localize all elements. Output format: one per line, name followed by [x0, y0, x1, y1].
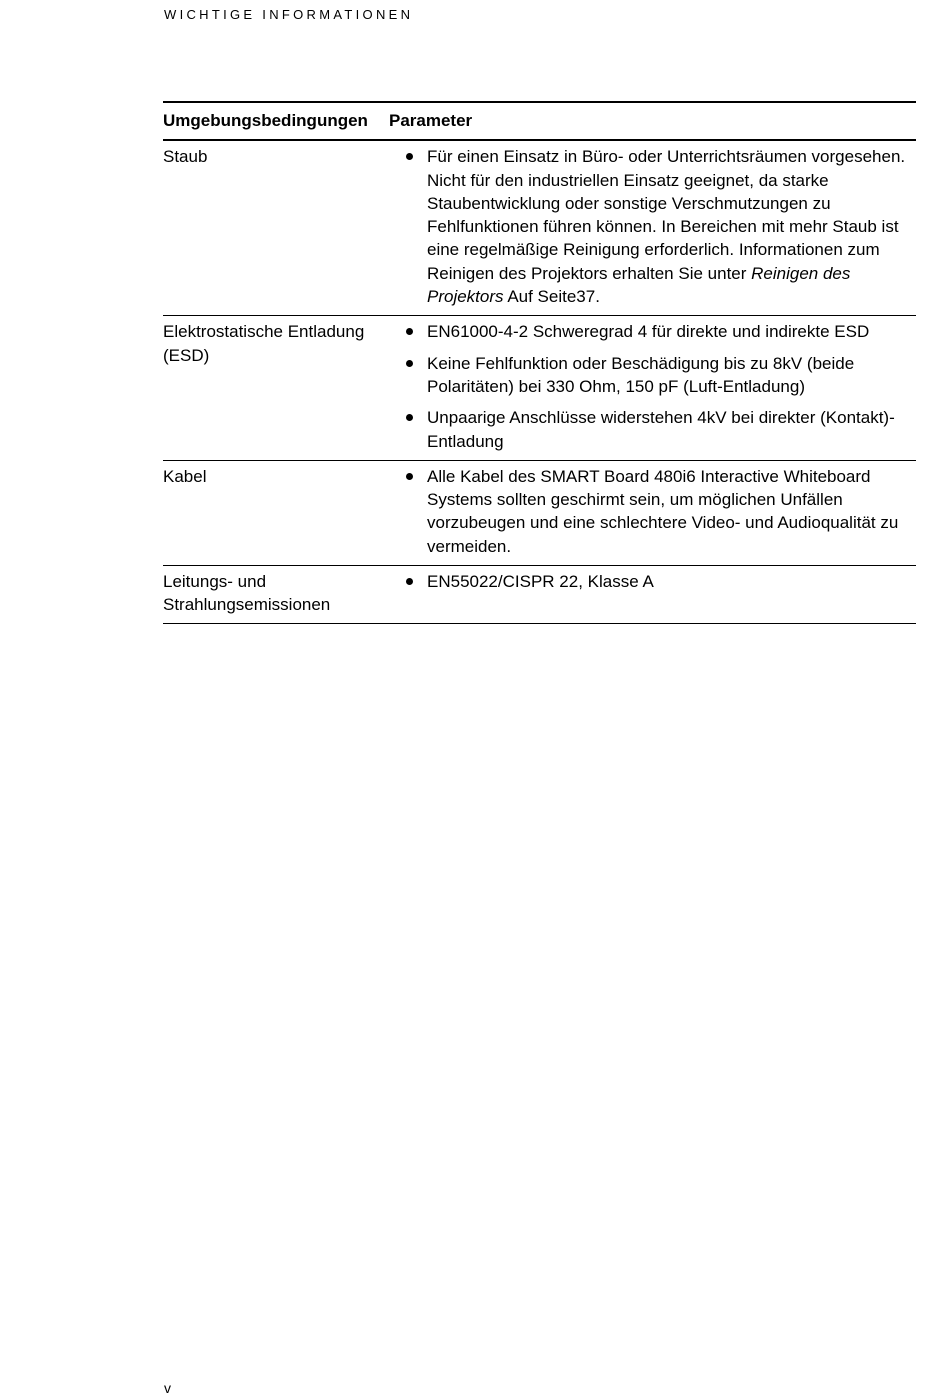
- parameter-text: Alle Kabel des SMART Board 480i6 Interactive Whiteboard Systems sollten geschirmt sein, um möglichen Unfällen vorzubeugen und eine schlechtere Video- und Audioqualität zu vermeiden.: [427, 466, 899, 556]
- parameter-cell: [389, 140, 916, 316]
- parameter-item: [389, 352, 916, 399]
- parameter-item: [389, 320, 916, 343]
- parameter-list: [389, 320, 916, 452]
- parameter-list: [389, 465, 916, 558]
- condition-cell: Elektrostatische Entladung (ESD): [163, 322, 365, 365]
- condition-cell: Staub: [163, 147, 208, 167]
- cross-reference-link[interactable]: Reinigen des Projektors: [427, 263, 851, 307]
- parameter-text: Für einen Einsatz in Büro- oder Unterrichtsräumen vorgesehen. Nicht für den industriellen Einsatz geeignet, da starke Staubentwicklung oder sonstige Verschmutzungen zu Fehlfunktionen führen können. In Bereichen mit mehr Staub ist eine regelmäßige Reinigung erforderlich. Informationen zum Reinigen des Projektors erhalten Sie unter: [427, 147, 906, 283]
- column-header-parameter: Parameter: [389, 111, 473, 130]
- parameter-cell: [389, 566, 916, 624]
- condition-cell: Kabel: [163, 466, 207, 486]
- parameter-cell: [389, 460, 916, 565]
- page-number: v: [164, 1380, 171, 1396]
- parameter-text: Unpaarige Anschlüsse widerstehen 4kV bei direkter (Kontakt)-Entladung: [427, 408, 895, 451]
- table-row: [163, 566, 916, 624]
- parameter-item: [389, 406, 916, 453]
- parameter-item: [389, 145, 916, 308]
- parameter-text: EN55022/CISPR 22, Klasse A: [427, 572, 654, 592]
- condition-cell: Leitungs- und Strahlungsemissionen: [163, 572, 331, 615]
- bullet-icon: [406, 328, 413, 335]
- parameter-list: [389, 145, 916, 308]
- parameter-item: [389, 465, 916, 558]
- table-header-row: [163, 102, 916, 140]
- environment-spec-table: [163, 101, 916, 624]
- parameter-text: Keine Fehlfunktion oder Beschädigung bis zu 8kV (beide Polaritäten) bei 330 Ohm, 150 pF (Luft-Entladung): [427, 353, 855, 396]
- column-header-condition: Umgebungsbedingungen: [163, 111, 368, 130]
- table-row: [163, 460, 916, 565]
- parameter-cell: [389, 316, 916, 460]
- parameter-item: [389, 570, 916, 593]
- parameter-list: [389, 570, 916, 593]
- bullet-icon: [406, 414, 413, 421]
- running-header: WICHTIGE INFORMATIONEN: [164, 7, 414, 22]
- bullet-icon: [406, 360, 413, 367]
- bullet-icon: [406, 473, 413, 480]
- parameter-text: EN61000-4-2 Schweregrad 4 für direkte und indirekte ESD: [427, 322, 870, 342]
- bullet-icon: [406, 578, 413, 585]
- table-row: [163, 140, 916, 316]
- parameter-text-suffix: Auf Seite37.: [503, 287, 600, 307]
- bullet-icon: [406, 153, 413, 160]
- table-row: [163, 316, 916, 460]
